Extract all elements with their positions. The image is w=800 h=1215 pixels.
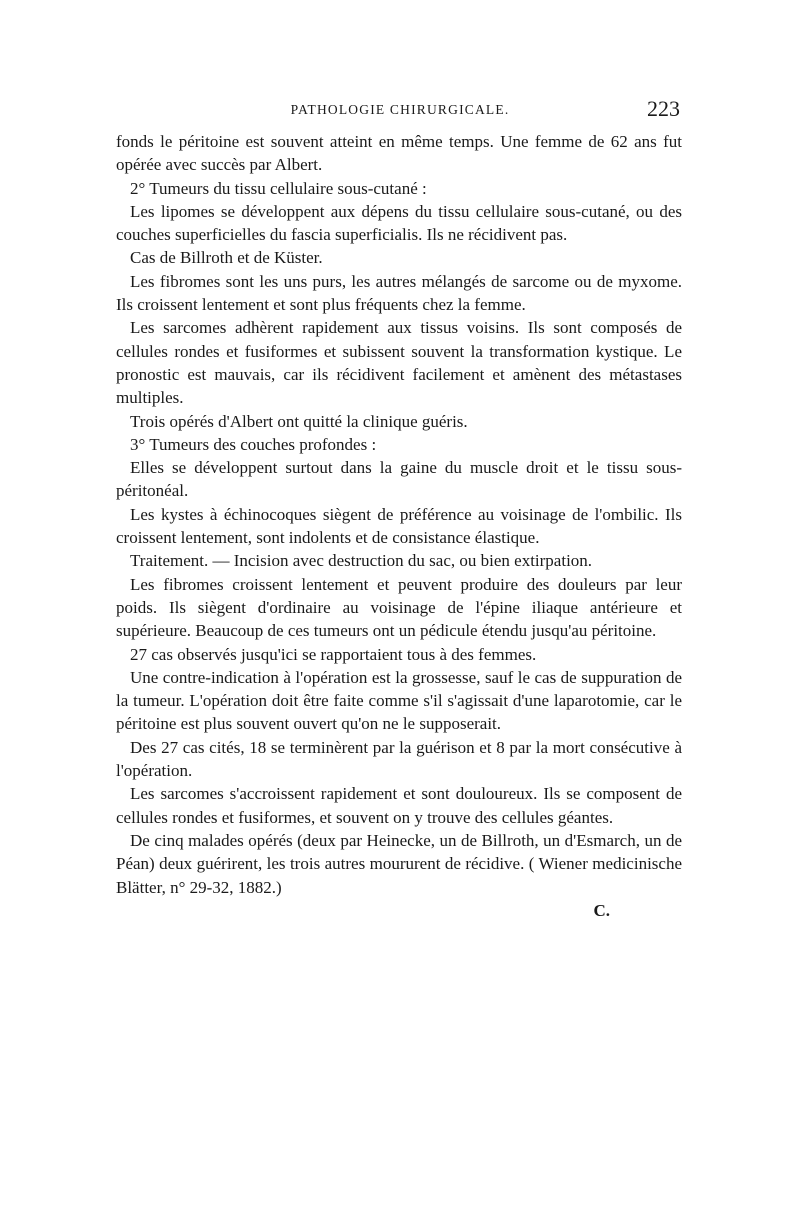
paragraph: Les fibromes croissent lentement et peuvent produire des douleurs par leur poids. Ils siègent d'ordinaire au voisinage de l'épine iliaque antérieure et supérieure. Beaucoup de ces tumeurs ont un pédicule étendu jusqu'au péritoine.: [116, 574, 682, 641]
paragraph: Les sarcomes adhèrent rapidement aux tissus voisins. Ils sont composés de cellules rondes et fusiformes et subissent souvent la transformation kystique. Le pronostic est mauvais, car ils récidivent facilement et amènent des métastases multiples.: [116, 318, 682, 408]
paragraph: Une contre-indication à l'opération est la grossesse, sauf le cas de suppuration de la tumeur. L'opération doit être faite comme s'il s'agissait d'une laparotomie, car le péritoine est plus souvent ouvert qu'on ne le supposerait.: [116, 667, 682, 734]
paragraph: Les fibromes sont les uns purs, les autres mélangés de sarcome ou de myxome. Ils croissent lentement et sont plus fréquents chez la femme.: [116, 271, 682, 315]
running-head: [118, 98, 682, 122]
paragraph: Les sarcomes s'accroissent rapidement et sont douloureux. Ils se composent de cellules rondes et fusiformes, et souvent on y trouve des cellules géantes.: [116, 784, 682, 827]
author-signature: C.: [593, 900, 610, 920]
section-heading: 2° Tumeurs du tissu cellulaire sous-cutané :: [130, 178, 427, 198]
paragraph: Cas de Billroth et de Küster.: [130, 248, 323, 268]
paragraph: fonds le péritoine est souvent atteint en même temps. Une femme de 62 ans fut opérée avec succès par Albert.: [116, 132, 682, 175]
paragraph: Les lipomes se développent aux dépens du tissu cellulaire sous-cutané, ou des couches superficielles du fascia superficialis. Ils ne récidivent pas.: [116, 201, 682, 245]
running-title: PATHOLOGIE CHIRURGICALE.: [290, 102, 510, 117]
paragraph: Trois opérés d'Albert ont quitté la clinique guéris.: [130, 411, 468, 431]
paragraph: Des 27 cas cités, 18 se terminèrent par la guérison et 8 par la mort consécutive à l'opération.: [116, 737, 682, 781]
paragraph: Traitement. — Incision avec destruction du sac, ou bien extirpation.: [130, 551, 593, 571]
body-text: [116, 130, 682, 922]
paragraph: De cinq malades opérés (deux par Heinecke, un de Billroth, un d'Esmarch, un de Péan) deux guérirent, les trois autres moururent de récidive. ( Wiener medicinische Blätter, n° 29-32, 1882.): [116, 830, 682, 897]
paragraph: Elles se développent surtout dans la gaine du muscle droit et le tissu sous-péritonéal.: [116, 458, 682, 501]
paragraph: Les kystes à échinocoques siègent de préférence au voisinage de l'ombilic. Ils croissent lentement, sont indolents et de consistance élastique.: [116, 504, 682, 548]
section-heading: 3° Tumeurs des couches profondes :: [130, 434, 377, 454]
page-number: 223: [647, 96, 680, 121]
paragraph: 27 cas observés jusqu'ici se rapportaient tous à des femmes.: [130, 644, 537, 664]
